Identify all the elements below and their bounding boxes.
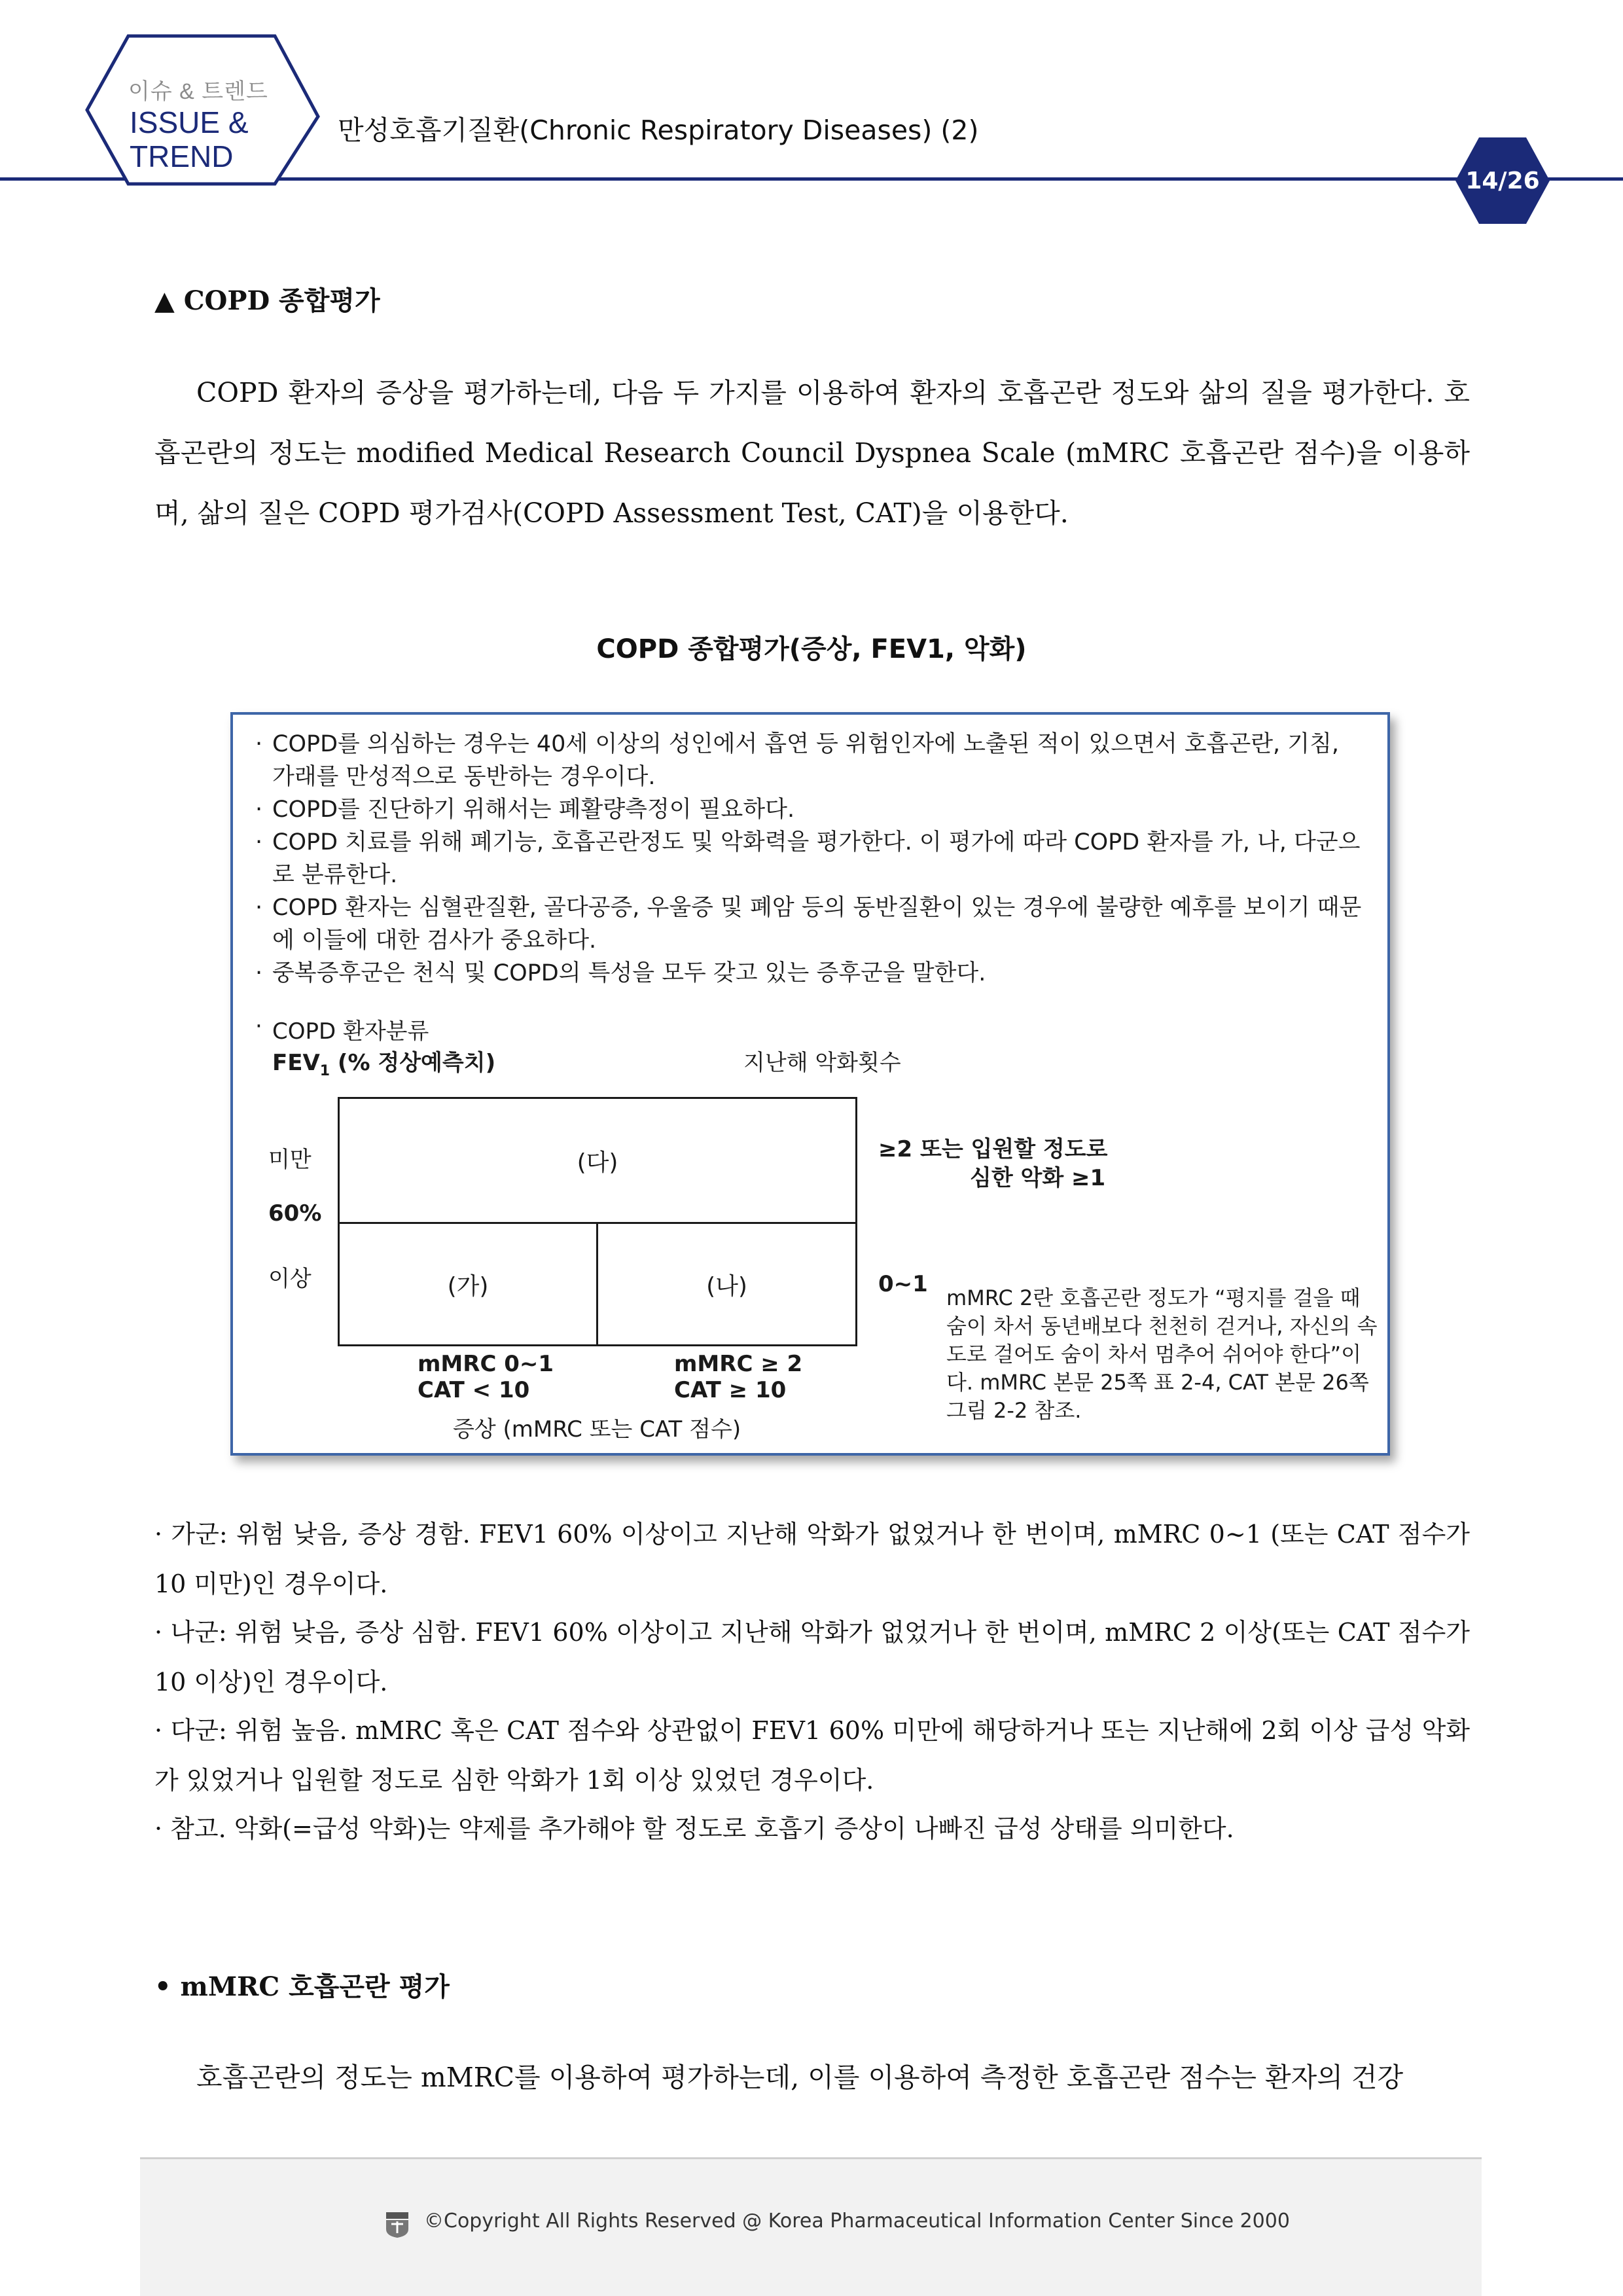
copd-classification-figure [230, 712, 1390, 1456]
column2-cat-label: CAT ≥ 10 [674, 1377, 787, 1403]
fev-unit: (% 정상예측치) [330, 1050, 496, 1076]
section2-paragraph [154, 2047, 1470, 2108]
bullet-mark: · [255, 731, 263, 757]
bullet-text: COPD 치료를 위해 폐기능, 호흡곤란정도 및 악화력을 평가한다. 이 평가에 따라 COPD 환자를 가, 나, 다군으로 분류한다. [272, 829, 1361, 888]
column2-mmrc-label: mMRC ≥ 2 [674, 1351, 803, 1377]
fev1-axis-label [272, 1045, 495, 1079]
bullet-mark: · [255, 829, 263, 855]
exacerbation-axis-label: 지난해 악화횟수 [743, 1050, 901, 1076]
row-label-above: 이상 [268, 1266, 312, 1292]
group-description-da: · 다군: 위험 높음. mMRC 혹은 CAT 점수와 상관없이 FEV1 60% 미만에 해당하거나 또는 지난해에 2회 이상 급성 악화가 있었거나 입원할 정도로 심한 악화가 1회 이상 있었던 경우이다. [154, 1716, 1470, 1795]
section-paragraph [154, 363, 1470, 543]
classification-label-text: COPD 환자분류 [272, 1018, 429, 1045]
figure-bullet [255, 891, 1368, 957]
column1-cat-label: CAT < 10 [418, 1377, 530, 1403]
group-na-label: (나) [706, 1272, 747, 1300]
section-paragraph-text: COPD 환자의 증상을 평가하는데, 다음 두 가지를 이용하여 환자의 호흡곤란 정도와 삶의 질을 평가한다. 호흡곤란의 정도는 modified Medical Research Council Dyspnea Scale (mMRC 호흡곤란 점수)을 이용하며, 삶의 질은 COPD 평가검사(COPD Assessment Test, CAT)을 이용한다. [154, 377, 1470, 529]
column1-mmrc-label: mMRC 0~1 [418, 1351, 554, 1377]
document-title: 만성호흡기질환(Chronic Respiratory Diseases) (2) [338, 115, 979, 146]
figure-bullet [255, 793, 1368, 826]
group-description-ga: · 가군: 위험 낮음, 증상 경함. FEV1 60% 이상이고 지난해 악화가 없었거나 한 번이며, mMRC 0~1 (또는 CAT 점수가 10 미만)인 경우이다. [154, 1520, 1470, 1598]
mmrc-note: mMRC 2란 호흡곤란 정도가 “평지를 걸을 때 숨이 차서 동년배보다 천천히 걷거나, 자신의 속도로 걸어도 숨이 차서 멈추어 쉬어야 한다”이다. mMRC 본문 25쪽 표 2-4, CAT 본문 26쪽 그림 2-2 참조. [946, 1285, 1378, 1423]
group-description-na: · 나군: 위험 낮음, 증상 심함. FEV1 60% 이상이고 지난해 악화가 없었거나 한 번이며, mMRC 2 이상(또는 CAT 점수가 10 이상)인 경우이다. [154, 1618, 1470, 1696]
bullet-text: COPD를 의심하는 경우는 40세 이상의 성인에서 흡연 등 위험인자에 노출된 적이 있으면서 호흡곤란, 기침, 가래를 만성적으로 동반하는 경우이다. [272, 731, 1340, 790]
bullet-text: COPD 환자는 심혈관질환, 골다공증, 우울증 및 폐암 등의 동반질환이 있는 경우에 불량한 예후를 보이기 때문에 이들에 대한 검사가 중요하다. [272, 895, 1362, 954]
classification-label [255, 1013, 429, 1045]
figure-bullet [255, 728, 1368, 793]
group-ga-box [338, 1222, 598, 1346]
exacerbation-high-line2: 심한 악화 ≥1 [970, 1165, 1106, 1191]
figure-bullet-list [255, 728, 1368, 990]
bullet-mark: · [255, 1013, 262, 1039]
badge-issue-label: ISSUE & [130, 105, 249, 139]
page-number: 14/26 [1465, 167, 1540, 194]
kpic-logo-icon [385, 2211, 410, 2238]
row-threshold-label: 60% [268, 1200, 322, 1227]
bullet-mark: · [255, 960, 263, 986]
group-da-label: (다) [577, 1149, 618, 1176]
section-heading-copd-assessment: ▲ COPD 종합평가 [154, 285, 380, 316]
figure-caption: COPD 종합평가(증상, FEV1, 악화) [596, 634, 1027, 664]
fev-subscript: 1 [319, 1062, 330, 1079]
figure-bullet [255, 826, 1368, 891]
bullet-text: COPD를 진단하기 위해서는 폐활량측정이 필요하다. [272, 797, 795, 823]
row-label-below: 미만 [268, 1147, 312, 1173]
badge-trend-label: TREND [130, 139, 234, 173]
bullet-mark: · [255, 797, 263, 823]
bullet-mark: · [255, 895, 263, 921]
section-heading-mmrc: • mMRC 호흡곤란 평가 [154, 1971, 450, 2002]
fev-label: FEV [272, 1050, 320, 1076]
group-da-box [338, 1097, 857, 1224]
group-na-box [596, 1222, 857, 1346]
group-ga-label: (가) [447, 1272, 489, 1300]
bullet-text: 중복증후군은 천식 및 COPD의 특성을 모두 갖고 있는 증후군을 말한다. [272, 960, 986, 986]
footer-copyright: ©Copyright All Rights Reserved @ Korea Pharmaceutical Information Center Since 2000 [424, 2210, 1290, 2233]
exacerbation-high-line1: ≥2 또는 입원할 정도로 [878, 1136, 1108, 1162]
badge-korean-label: 이슈 & 트렌드 [128, 79, 268, 104]
exacerbation-low-label: 0~1 [878, 1271, 928, 1297]
group-description-note: · 참고. 악화(=급성 악화)는 약제를 추가해야 할 정도로 호흡기 증상이 나빠진 급성 상태를 의미한다. [154, 1814, 1234, 1843]
section2-paragraph-text: 호흡곤란의 정도는 mMRC를 이용하여 평가하는데, 이를 이용하여 측정한 호흡곤란 점수는 환자의 건강 [196, 2062, 1404, 2093]
symptom-axis-label: 증상 (mMRC 또는 CAT 점수) [453, 1416, 741, 1443]
figure-bullet [255, 957, 1368, 990]
